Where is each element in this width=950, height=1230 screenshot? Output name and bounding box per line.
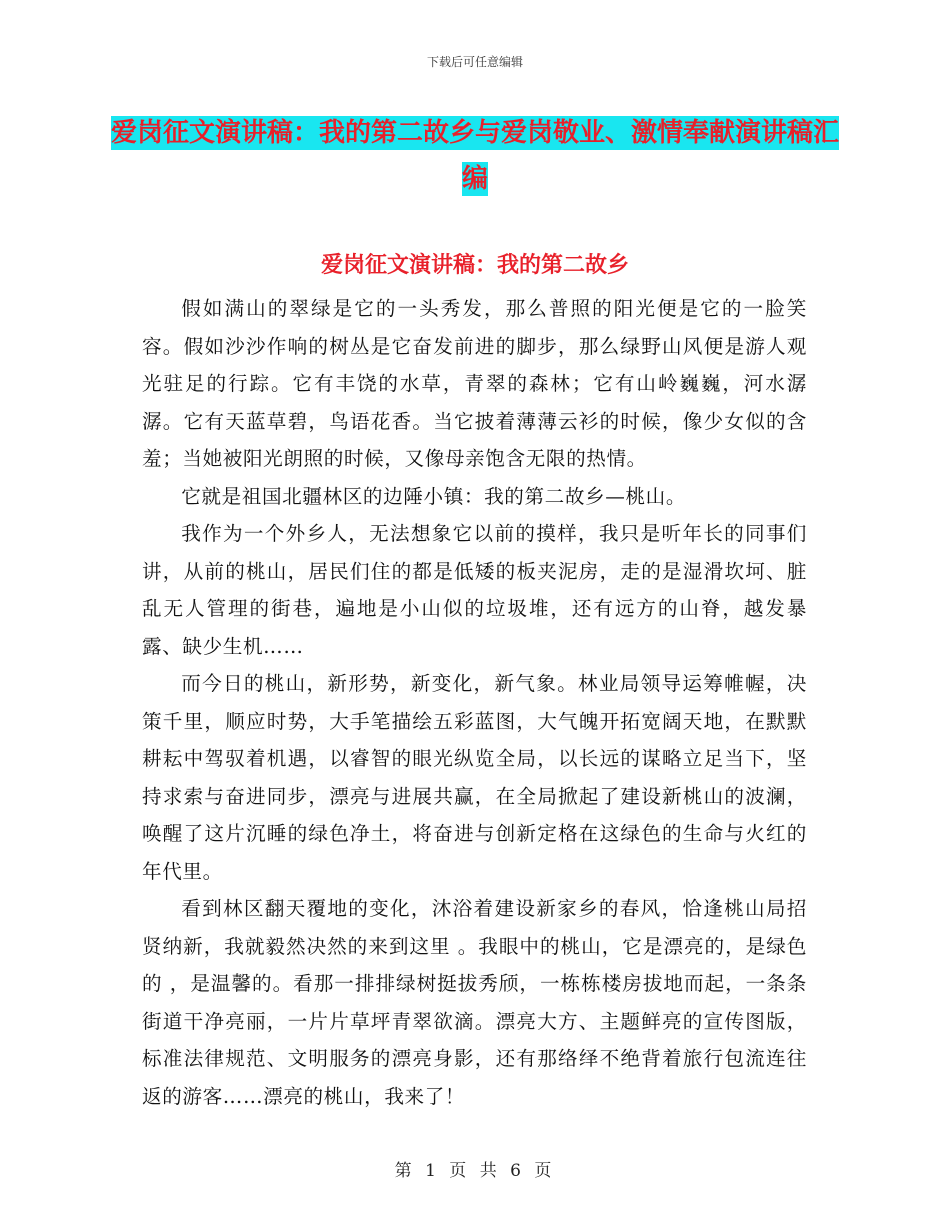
- paragraph: 而今日的桃山，新形势，新变化，新气象。林业局领导运筹帷幄，决策千里，顺应时势，大手笔描绘五彩蓝图，大气魄开拓宽阔天地，在默默耕耘中驾驭着机遇，以睿智的眼光纵览全局，以长远的谋略立足当下，坚持求索与奋进同步，漂亮与进展共赢，在全局掀起了建设新桃山的波澜，唤醒了这片沉睡的绿色净土，将奋进与创新定格在这绿色的生命与火红的年代里。: [142, 672, 807, 883]
- paragraph: 我作为一个外乡人，无法想象它以前的摸样，我只是听年长的同事们讲，从前的桃山，居民们住的都是低矮的板夹泥房，走的是湿滑坎坷、脏乱无人管理的街巷，遍地是小山似的垃圾堆，还有远方的山脊，越发暴露、缺少生机……: [142, 522, 807, 658]
- document-title-text: 爱岗征文演讲稿：我的第二故乡与爱岗敬业、激情奉献演讲稿汇编: [110, 118, 839, 194]
- page-number: 第 1 页 共 6 页: [394, 1161, 556, 1181]
- paragraph: 看到林区翻天覆地的变化，沐浴着建设新家乡的春风，恰逢桃山局招贤纳新，我就毅然决然的来到这里 。我眼中的桃山，它是漂亮的，是绿色的 ，是温馨的。看那一排排绿树挺拔秀颀，一栋栋楼房拔地而起，一条条街道干净亮丽，一片片草坪青翠欲滴。漂亮大方、主题鲜亮的宣传图版，标准法律规范、文明服务的漂亮身影，还有那络绎不绝背着旅行包流连往返的游客……漂亮的桃山，我来了！: [142, 897, 807, 1108]
- document-title: [100, 110, 850, 202]
- header-note: 下载后可任意编辑: [426, 55, 523, 69]
- body-text: [142, 290, 807, 1115]
- section-title: 爱岗征文演讲稿：我的第二故乡: [320, 253, 629, 278]
- paragraph: 假如满山的翠绿是它的一头秀发，那么普照的阳光便是它的一脸笑容。假如沙沙作响的树丛是它奋发前进的脚步，那么绿野山风便是游人观光驻足的行踪。它有丰饶的水草，青翠的森林；它有山岭巍巍，河水潺潺。它有天蓝草碧，鸟语花香。当它披着薄薄云衫的时候，像少女似的含羞；当她被阳光朗照的时候，又像母亲饱含无限的热情。: [142, 297, 807, 470]
- paragraph: 它就是祖国北疆林区的边陲小镇：我的第二故乡—桃山。: [181, 484, 687, 508]
